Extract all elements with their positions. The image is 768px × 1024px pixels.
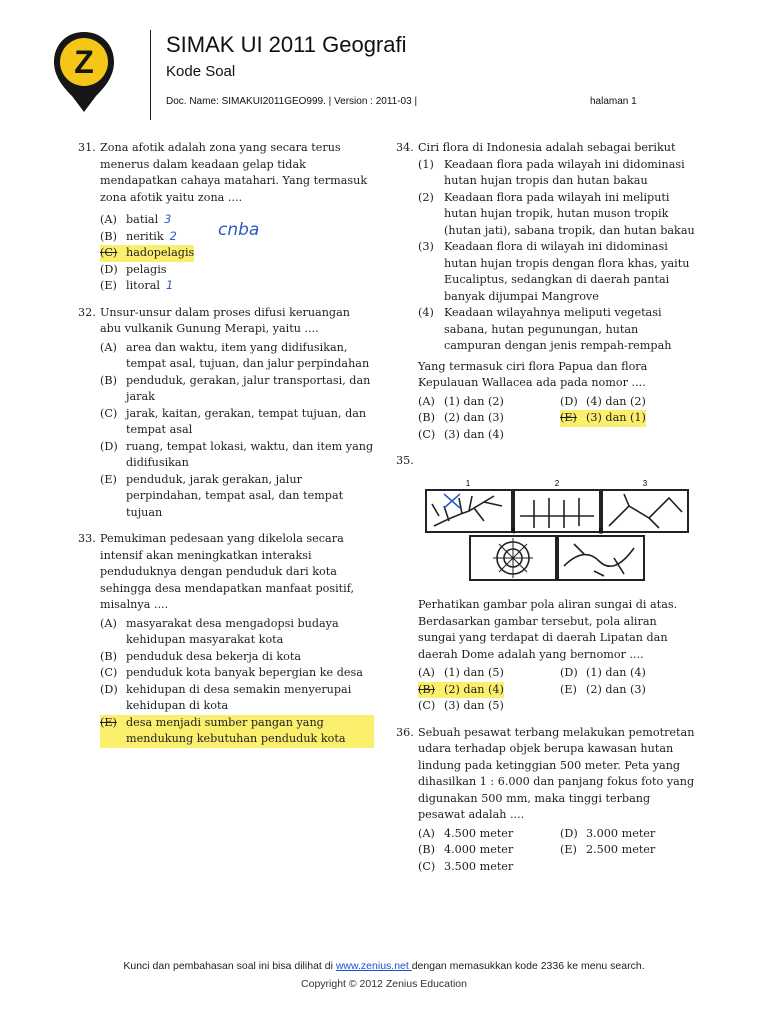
question-35 bbox=[396, 453, 696, 715]
option-d: (D) (1) dan (4) bbox=[560, 666, 646, 679]
option-c: (C) jarak, kaitan, gerakan, tempat tujuan, dan tempat asal bbox=[100, 406, 367, 436]
figure-label-2: 2 bbox=[554, 478, 560, 488]
option-a: (A) masyarakat desa mengadopsi budaya kehidupan masyarakat kota bbox=[100, 616, 339, 646]
option-d: (D) pelagis bbox=[100, 262, 167, 276]
question-text: Zona afotik adalah zona yang secara terus menerus dalam keadaan gelap tidak mendapatkan cahaya matahari. Yang termasuk zona afotik yaitu zona .... bbox=[100, 141, 368, 204]
handwritten-annotation: cnba bbox=[218, 220, 260, 240]
option-e: (E) (3) dan (1) bbox=[560, 410, 696, 427]
option-a: (A) 4.500 meter bbox=[418, 826, 514, 840]
document-title: SIMAK UI 2011 Geografi bbox=[166, 32, 407, 57]
document-subtitle: Kode Soal bbox=[166, 63, 236, 80]
option-a: (A) (1) dan (2) bbox=[418, 394, 504, 408]
pattern-2-trellis bbox=[514, 490, 600, 532]
question-number: 31. bbox=[78, 141, 96, 154]
question-number: 34. bbox=[396, 141, 414, 154]
option-c: (C) penduduk kota banyak bepergian ke desa bbox=[100, 666, 363, 679]
question-text: Sebuah pesawat terbang melakukan pemotretan udara terhadap objek berupa kawasan hutan lindung pada ketinggian 500 meter. Peta yang dihasilkan 1 : 6.000 dan panjang fokus foto yang digunakan 500 mm, maka tinggi terbang pesawat adalah .... bbox=[418, 725, 695, 821]
option-e: (E) litoral 1 bbox=[100, 278, 374, 295]
option-d: (D) (4) dan (2) bbox=[560, 394, 646, 408]
pattern-3-rectangular bbox=[602, 490, 688, 532]
option-b: (B) penduduk, gerakan, jalur transportasi, dan jarak bbox=[100, 373, 371, 403]
figure-label-4: 4 bbox=[510, 526, 516, 536]
option-a: (A) area dan waktu, item yang didifusikan, tempat asal, tujuan, dan jalur perpindahan bbox=[100, 340, 370, 370]
statement-1: (1) Keadaan flora pada wilayah ini didominasi hutan hujan tropis dan hutan bakau bbox=[418, 157, 685, 187]
zenius-logo bbox=[52, 30, 116, 114]
pattern-5-deranged bbox=[558, 536, 644, 580]
pattern-1-dendritic bbox=[426, 490, 512, 532]
pattern-4-annular bbox=[470, 536, 556, 580]
question-34 bbox=[396, 140, 696, 443]
option-c: (C) (3) dan (5) bbox=[418, 699, 504, 712]
question-number: 32. bbox=[78, 305, 96, 319]
question-33 bbox=[78, 531, 374, 748]
option-b: (B) (2) dan (3) bbox=[418, 411, 504, 424]
option-a: (A) (1) dan (5) bbox=[418, 666, 504, 679]
question-number: 35. bbox=[396, 454, 414, 467]
option-e: (E) penduduk, jarak gerakan, jalur perpindahan, tempat asal, dan tempat tujuan bbox=[100, 472, 344, 519]
copyright: Copyright © 2012 Zenius Education bbox=[301, 978, 467, 990]
option-e: (E) 2.500 meter bbox=[560, 843, 656, 856]
statement-3: (3) Keadaan flora di wilayah ini didominasi hutan hujan tropis dengan flora khas, yaitu Eucaliptus, sedangkan di daerah pantai banyak dijumpai Mangrove bbox=[418, 240, 690, 303]
question-prompt: Yang termasuk ciri flora Papua dan flora Kepulauan Wallacea ada pada nomor .... bbox=[418, 359, 648, 389]
figure-label-3: 3 bbox=[642, 478, 648, 488]
header-divider bbox=[150, 30, 151, 120]
question-number: 33. bbox=[78, 532, 96, 545]
handwritten-note: 2 bbox=[169, 229, 177, 243]
question-36 bbox=[396, 725, 696, 876]
question-text: Perhatikan gambar pola aliran sungai di atas. Berdasarkan gambar tersebut, pola aliran sungai yang terdapat di daerah Lipatan dan daerah Dome adalah yang bernomor .... bbox=[418, 598, 678, 661]
option-c: (C) hadopelagis bbox=[100, 245, 374, 262]
page-number: halaman 1 bbox=[590, 96, 637, 107]
option-d: (D) ruang, tempat lokasi, waktu, dan item yang didifusikan bbox=[100, 439, 374, 469]
option-d: (D) 3.000 meter bbox=[560, 826, 656, 840]
left-column bbox=[78, 140, 374, 758]
option-b: (B) (2) dan (4) bbox=[418, 682, 554, 699]
statement-2: (2) Keadaan flora pada wilayah ini meliputi hutan hujan tropik, hutan muson tropik (hutan jati), sabana tropik, dan hutan bakau bbox=[418, 190, 695, 237]
figure-label-5: 5 bbox=[598, 526, 604, 536]
question-32 bbox=[78, 305, 374, 522]
question-number: 36. bbox=[396, 725, 414, 739]
question-text: Ciri flora di Indonesia adalah sebagai berikut bbox=[418, 141, 676, 154]
question-text: Unsur-unsur dalam proses difusi keruangan abu vulkanik Gunung Merapi, yaitu .... bbox=[100, 305, 350, 335]
option-b: (B) neritik 2 bbox=[100, 229, 374, 246]
question-31 bbox=[78, 140, 374, 295]
logo-letter: Z bbox=[74, 44, 94, 80]
doc-name-line: Doc. Name: SIMAKUI2011GEO999. | Version : 2011-03 | bbox=[166, 96, 418, 107]
option-b: (B) penduduk desa bekerja di kota bbox=[100, 649, 302, 663]
option-e: (E) (2) dan (3) bbox=[560, 682, 646, 696]
right-column bbox=[396, 140, 696, 885]
footer-note: Kunci dan pembahasan soal ini bisa dilihat di www.zenius.net dengan memasukkan kode 2336 ke menu search. bbox=[123, 960, 645, 972]
option-c: (C) (3) dan (4) bbox=[418, 427, 504, 441]
handwritten-note: 3 bbox=[164, 213, 172, 226]
option-b: (B) 4.000 meter bbox=[418, 843, 514, 856]
statement-4: (4) Keadaan wilayahnya meliputi vegetasi sabana, hutan pegunungan, hutan campuran dengan jenis rempah-rempah bbox=[418, 306, 672, 352]
figure-label-1: 1 bbox=[465, 478, 471, 488]
question-text: Pemukiman pedesaan yang dikelola secara intensif akan meningkatkan interaksi penduduknya dengan penduduk dari kota sehingga desa mendapatkan manfaat positif, misalnya .... bbox=[100, 532, 355, 611]
option-d: (D) kehidupan di desa semakin menyerupai kehidupan di kota bbox=[100, 682, 352, 712]
zenius-link[interactable]: www.zenius.net bbox=[335, 960, 412, 972]
handwritten-note: 1 bbox=[165, 279, 174, 292]
river-drainage-patterns-figure bbox=[424, 476, 694, 584]
option-e: (E) desa menjadi sumber pangan yang mendukung kebutuhan penduduk kota bbox=[100, 715, 374, 748]
option-a: (A) batial 3 bbox=[100, 212, 374, 229]
option-c: (C) 3.500 meter bbox=[418, 859, 514, 873]
